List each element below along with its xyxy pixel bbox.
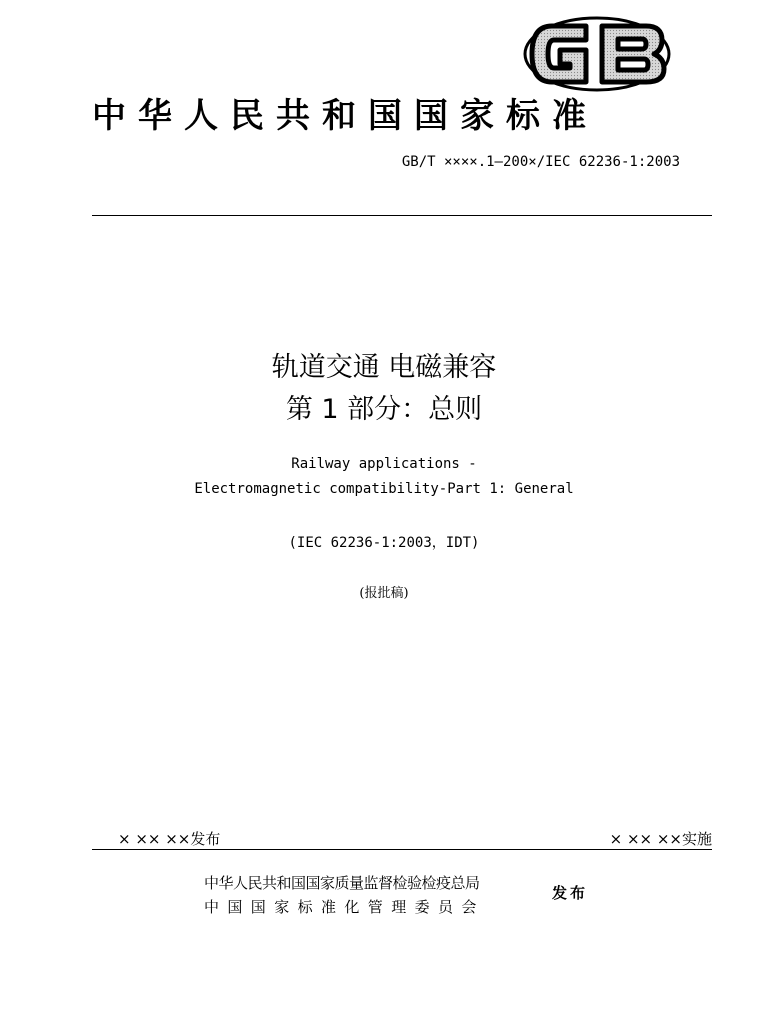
implementation-date: × ×× ××实施 — [609, 830, 712, 848]
title-en-line1: Railway applications - — [291, 456, 477, 472]
issuer-aqsiq: 中华人民共和国国家质量监督检验检疫总局 — [204, 874, 480, 892]
header-divider — [92, 215, 712, 216]
standard-number: GB/T ××××.1—200×/IEC 62236-1:2003 — [401, 154, 680, 170]
issue-date: × ×× ××发布 — [118, 830, 221, 848]
title-cn-line1: 轨道交通 电磁兼容 — [271, 352, 497, 383]
publish-label: 发布 — [552, 884, 589, 902]
iec-reference: (IEC 62236-1:2003，IDT) — [288, 535, 480, 551]
gb-logo — [522, 14, 672, 94]
footer-divider — [92, 849, 712, 850]
national-standard-title: 中华人民共和国国家标准 — [92, 96, 598, 136]
issuer-sac: 中国国家标准化管理委员会 — [204, 898, 485, 916]
title-cn-line2: 第 1 部分：总则 — [285, 394, 483, 425]
draft-status: (报批稿) — [359, 586, 409, 601]
title-en-line2: Electromagnetic compatibility-Part 1: General — [194, 481, 574, 497]
